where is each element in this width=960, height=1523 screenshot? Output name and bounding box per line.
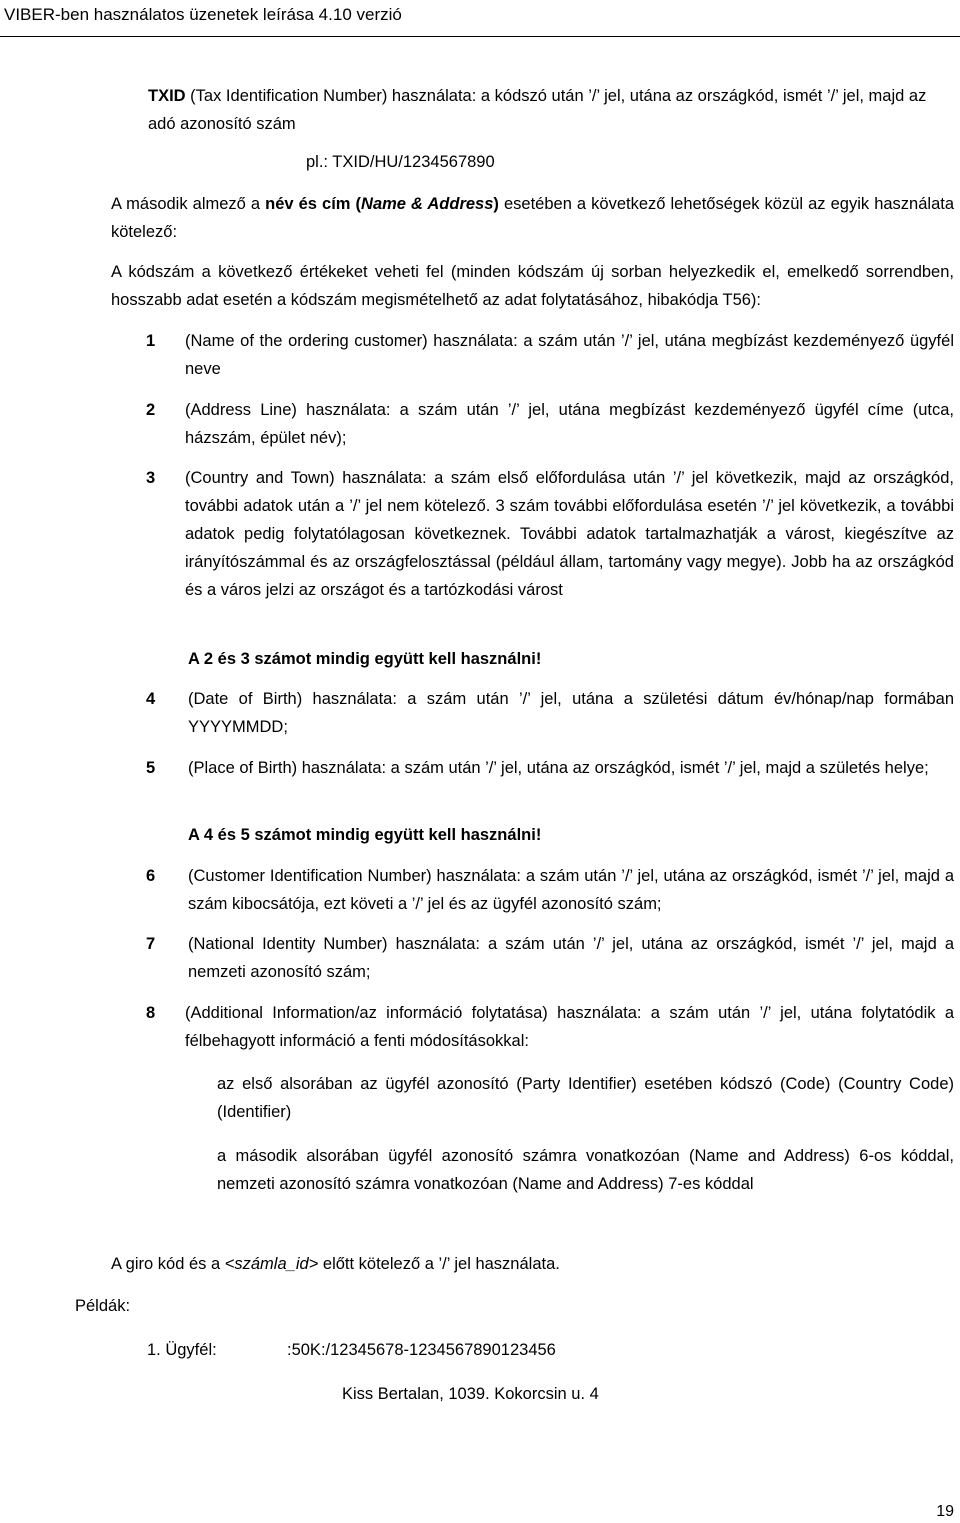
item-number: 3 bbox=[146, 469, 156, 487]
item-text: (Name of the ordering customer) használata: a szám után ’/’ jel, utána megbízást kezdeményező ügyfél neve bbox=[185, 332, 954, 378]
item-text: (Place of Birth) használata: a szám után ’/’ jel, utána az országkód, ismét ’/’ jel, majd a születés helye; bbox=[188, 759, 929, 777]
page-header bbox=[0, 0, 960, 37]
second-subfield-italic: Name & Address bbox=[361, 195, 494, 213]
item-number: 1 bbox=[146, 332, 156, 350]
txid-text: (Tax Identification Number) használata: a kódszó után ’/’ jel, utána az országkód, ismét ’/’ jel, majd az adó azonosító szám bbox=[148, 87, 927, 133]
sub-item-second-subline: a második alsorában ügyfél azonosító számra vonatkozóan (Name and Address) 6-os kóddal, nemzeti azonosító számra vonatkozóan (Name and Address) 7-es kóddal bbox=[217, 1147, 954, 1193]
item-number: 2 bbox=[146, 401, 156, 419]
header-title: VIBER-ben használatos üzenetek leírása 4.10 verzió bbox=[4, 5, 402, 24]
item-text: (Additional Information/az információ folytatása) használata: a szám után ’/’ jel, utána folytatódik a félbehagyott információ a fenti módosításokkal: bbox=[185, 1004, 954, 1050]
example-client-label: 1. Ügyfél: bbox=[147, 1341, 217, 1359]
item-number: 5 bbox=[146, 759, 156, 777]
second-subfield-bold1: név és cím ( bbox=[265, 195, 362, 213]
txid-lead: TXID bbox=[148, 87, 186, 105]
item-number: 6 bbox=[146, 867, 156, 885]
item-text: (Country and Town) használata: a szám első előfordulása után ’/’ jel következik, majd az országkód, további adatok után a ’/’ jel nem kötelező. 3 szám további előfordulása esetén ’/’ jel következik, a további adatok pedig folytatólagosan következnek. További adatok tartalmazhatják a várost, kiegészítve az irányítószámmal és az országfelosztással (például állam, tartomány vagy megye). Jobb ha az országkód és a város jelzi az országot és a tartózkodási várost bbox=[185, 469, 954, 599]
giro-pre: A giro kód és a bbox=[111, 1255, 225, 1273]
item-text: (Date of Birth) használata: a szám után ’/’ jel, utána a születési dátum év/hónap/nap formában YYYYMMDD; bbox=[188, 690, 954, 736]
page-number: 19 bbox=[936, 1503, 954, 1520]
item-number: 8 bbox=[146, 1004, 156, 1022]
item-text: (Address Line) használata: a szám után ’/’ jel, utána megbízást kezdeményező ügyfél címe (utca, házszám, épület név); bbox=[185, 401, 954, 447]
giro-paragraph bbox=[111, 1250, 954, 1278]
item-number: 4 bbox=[146, 690, 156, 708]
giro-post: előtt kötelező a ’/’ jel használata. bbox=[318, 1255, 560, 1273]
second-subfield-post: esetében a következő lehetőségek közül az egyik használata kötelező: bbox=[111, 195, 955, 241]
codes-intro: A kódszám a következő értékeket veheti fel (minden kódszám új sorban helyezkedik el, emelkedő sorrendben, hosszabb adat esetén a kódszám megismételhető az adat folytatásához, hibakódja T56): bbox=[111, 263, 954, 309]
sub-item-first-subline: az első alsorában az ügyfél azonosító (Party Identifier) esetében kódszó (Code) (Country Code) (Identifier) bbox=[217, 1075, 954, 1121]
note-4-5: A 4 és 5 számot mindig együtt kell használni! bbox=[188, 826, 542, 844]
note-2-3: A 2 és 3 számot mindig együtt kell használni! bbox=[188, 650, 542, 668]
examples-label: Példák: bbox=[75, 1297, 131, 1315]
example-client-address: Kiss Bertalan, 1039. Kokorcsin u. 4 bbox=[342, 1385, 599, 1403]
item-text: (Customer Identification Number) használata: a szám után ’/’ jel, utána az országkód, ismét ’/’ jel, majd a szám kibocsátója, ezt követi a ’/’ jel és az ügyfél azonosító szám; bbox=[188, 867, 954, 913]
example-client-code: :50K:/12345678-1234567890123456 bbox=[287, 1341, 556, 1359]
second-subfield-pre: A második almező a bbox=[111, 195, 266, 213]
txid-paragraph bbox=[148, 82, 954, 138]
second-subfield-bold2: ) bbox=[493, 195, 499, 213]
item-number: 7 bbox=[146, 935, 156, 953]
second-subfield-paragraph bbox=[111, 190, 954, 246]
giro-italic: <számla_id> bbox=[224, 1255, 319, 1273]
txid-example: pl.: TXID/HU/1234567890 bbox=[306, 153, 495, 171]
item-text: (National Identity Number) használata: a szám után ’/’ jel, utána az országkód, ismét ’/’ jel, majd a nemzeti azonosító szám; bbox=[188, 935, 954, 981]
